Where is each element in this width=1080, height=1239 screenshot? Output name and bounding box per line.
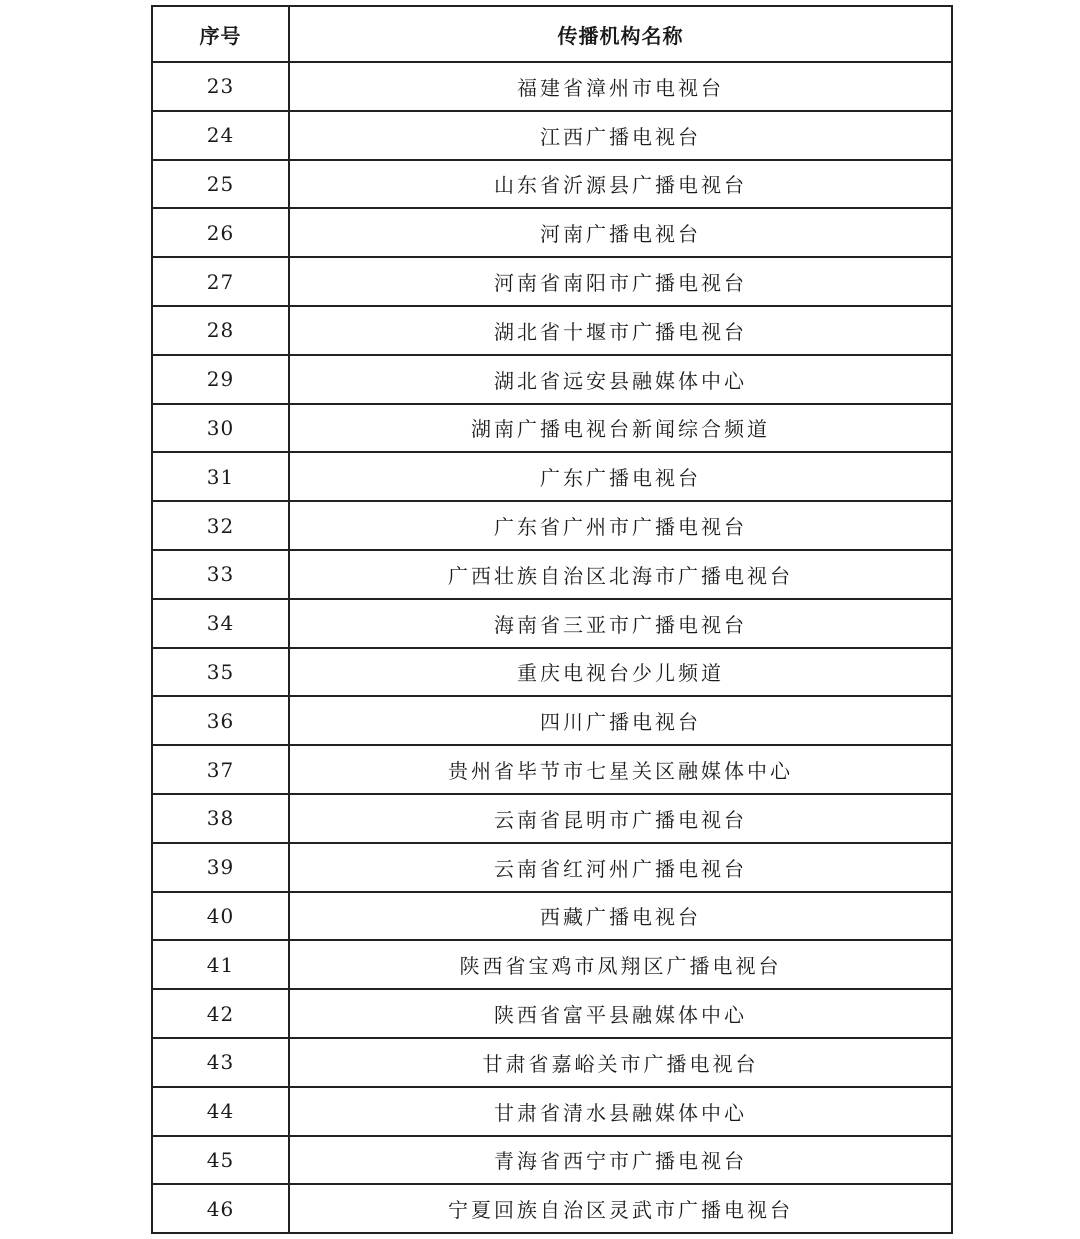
institution-name-cell: 河南广播电视台 [289, 208, 952, 257]
institution-name-cell: 西藏广播电视台 [289, 892, 952, 941]
row-number-cell: 34 [152, 599, 289, 648]
institution-name-cell: 云南省昆明市广播电视台 [289, 794, 952, 843]
header-row [152, 6, 952, 62]
institution-name-cell: 江西广播电视台 [289, 111, 952, 160]
table-row [152, 1184, 952, 1233]
institution-name-cell: 河南省南阳市广播电视台 [289, 257, 952, 306]
table-row [152, 306, 952, 355]
row-number-cell: 23 [152, 62, 289, 111]
row-number-cell: 40 [152, 892, 289, 941]
institution-name-cell: 福建省漳州市电视台 [289, 62, 952, 111]
row-number-cell: 41 [152, 940, 289, 989]
institution-name-cell: 山东省沂源县广播电视台 [289, 160, 952, 209]
row-number-cell: 45 [152, 1136, 289, 1185]
institution-name-cell: 广西壮族自治区北海市广播电视台 [289, 550, 952, 599]
institution-name-cell: 陕西省富平县融媒体中心 [289, 989, 952, 1038]
institution-name-cell: 湖南广播电视台新闻综合频道 [289, 404, 952, 453]
row-number-cell: 35 [152, 648, 289, 697]
table-row [152, 989, 952, 1038]
table-row [152, 452, 952, 501]
table-header [152, 6, 952, 62]
institution-name-cell: 云南省红河州广播电视台 [289, 843, 952, 892]
row-number-cell: 44 [152, 1087, 289, 1136]
table-row [152, 648, 952, 697]
row-number-cell: 32 [152, 501, 289, 550]
table-row [152, 257, 952, 306]
row-number-cell: 25 [152, 160, 289, 209]
institution-name-cell: 青海省西宁市广播电视台 [289, 1136, 952, 1185]
table-row [152, 111, 952, 160]
table-row [152, 696, 952, 745]
institution-name-cell: 海南省三亚市广播电视台 [289, 599, 952, 648]
institution-name-cell: 重庆电视台少儿频道 [289, 648, 952, 697]
row-number-cell: 33 [152, 550, 289, 599]
table-row [152, 208, 952, 257]
row-number-cell: 38 [152, 794, 289, 843]
table-row [152, 745, 952, 794]
table-row [152, 160, 952, 209]
table-row [152, 501, 952, 550]
table-row [152, 794, 952, 843]
row-number-cell: 46 [152, 1184, 289, 1233]
table-row [152, 550, 952, 599]
table-row [152, 599, 952, 648]
institution-name-cell: 甘肃省清水县融媒体中心 [289, 1087, 952, 1136]
table-row [152, 940, 952, 989]
institution-name-cell: 湖北省远安县融媒体中心 [289, 355, 952, 404]
row-number-cell: 26 [152, 208, 289, 257]
row-number-cell: 24 [152, 111, 289, 160]
row-number-cell: 37 [152, 745, 289, 794]
row-number-cell: 30 [152, 404, 289, 453]
institution-name-cell: 宁夏回族自治区灵武市广播电视台 [289, 1184, 952, 1233]
institution-name-cell: 四川广播电视台 [289, 696, 952, 745]
row-number-cell: 43 [152, 1038, 289, 1087]
institution-name-cell: 甘肃省嘉峪关市广播电视台 [289, 1038, 952, 1087]
row-number-cell: 42 [152, 989, 289, 1038]
table-row [152, 355, 952, 404]
institution-name-cell: 贵州省毕节市七星关区融媒体中心 [289, 745, 952, 794]
table-row [152, 843, 952, 892]
row-number-cell: 39 [152, 843, 289, 892]
table-row [152, 404, 952, 453]
table-row [152, 1038, 952, 1087]
table-row [152, 62, 952, 111]
row-number-cell: 27 [152, 257, 289, 306]
table-row [152, 1087, 952, 1136]
institution-name-cell: 陕西省宝鸡市凤翔区广播电视台 [289, 940, 952, 989]
column-header-number: 序号 [152, 6, 289, 62]
institution-name-cell: 广东省广州市广播电视台 [289, 501, 952, 550]
row-number-cell: 31 [152, 452, 289, 501]
institution-name-cell: 湖北省十堰市广播电视台 [289, 306, 952, 355]
broadcast-institution-table [151, 5, 953, 1234]
column-header-name: 传播机构名称 [289, 6, 952, 62]
row-number-cell: 29 [152, 355, 289, 404]
table-body [152, 62, 952, 1233]
table-row [152, 892, 952, 941]
row-number-cell: 28 [152, 306, 289, 355]
institution-name-cell: 广东广播电视台 [289, 452, 952, 501]
row-number-cell: 36 [152, 696, 289, 745]
table-row [152, 1136, 952, 1185]
